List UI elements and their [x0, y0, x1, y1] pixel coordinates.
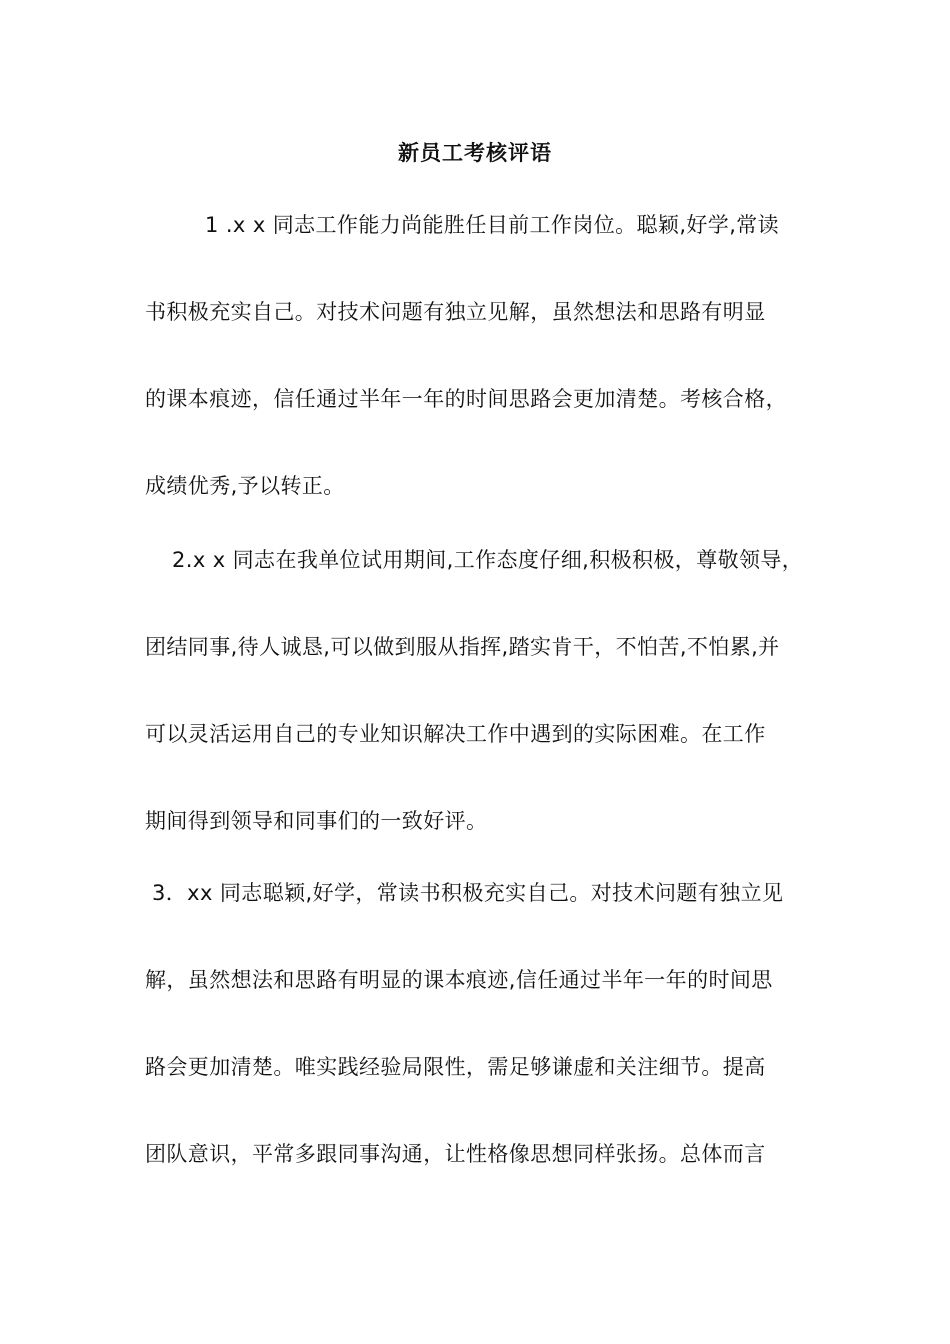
paragraph-2-line-1: 2.x x 同志在我单位试用期间,工作态度仔细,积极积极，尊敬领导， [172, 548, 804, 572]
paragraph-2-line-2: 团结同事,待人诚恳,可以做到服从指挥,踏实肯干，不怕苦,不怕累,并 [145, 635, 780, 659]
paragraph-3-line-3: 路会更加清楚。唯实践经验局限性，需足够谦虚和关注细节。提高 [145, 1055, 766, 1079]
paragraph-1-line-4: 成绩优秀,予以转正。 [145, 474, 345, 498]
document-title: 新员工考核评语 [398, 141, 552, 165]
paragraph-3-line-1: 3．xx 同志聪颖,好学，常读书积极充实自己。对技术问题有独立见 [152, 881, 784, 905]
paragraph-2-line-4: 期间得到领导和同事们的一致好评。 [145, 809, 488, 833]
paragraph-1-line-3: 的课本痕迹，信任通过半年一年的时间思路会更加清楚。考核合格， [145, 387, 787, 411]
paragraph-2-line-3: 可以灵活运用自己的专业知识解决工作中遇到的实际困难。在工作 [145, 722, 766, 746]
paragraph-3-line-2: 解，虽然想法和思路有明显的课本痕迹,信任通过半年一年的时间思 [145, 968, 773, 992]
paragraph-1-line-2: 书积极充实自己。对技术问题有独立见解，虽然想法和思路有明显 [145, 300, 766, 324]
paragraph-3-line-4: 团队意识，平常多跟同事沟通，让性格像思想同样张扬。总体而言 [145, 1142, 766, 1166]
paragraph-1-line-1: 1 .x x 同志工作能力尚能胜任目前工作岗位。聪颖,好学,常读 [205, 213, 780, 237]
